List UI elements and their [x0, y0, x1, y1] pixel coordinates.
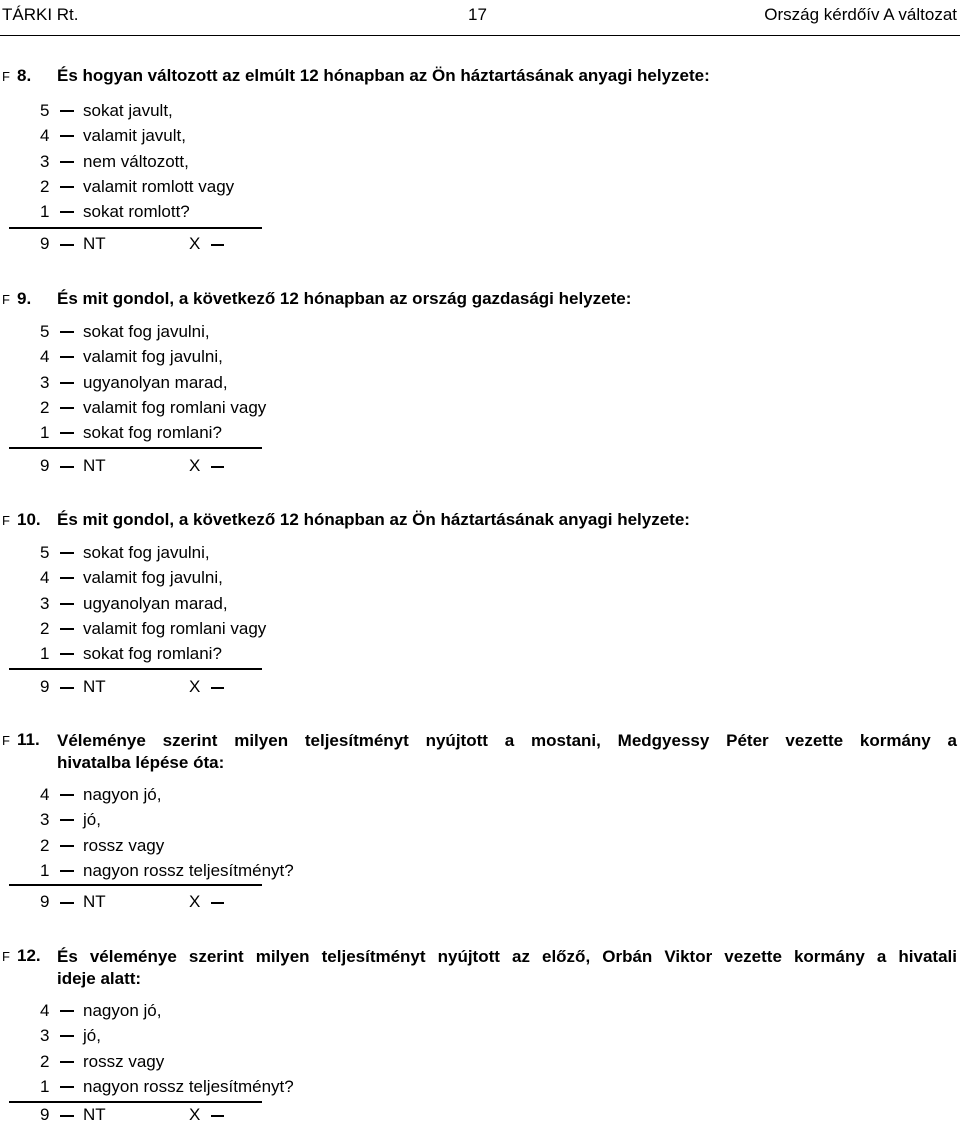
dash — [60, 331, 74, 333]
option-code: 9 — [40, 892, 50, 911]
question-text: És mit gondol, a következő 12 hónapban az ország gazdasági helyzete: — [57, 289, 632, 308]
dash — [60, 870, 74, 872]
question-text-continued: hivatalba lépése óta: — [57, 753, 225, 772]
dash — [60, 356, 74, 358]
dont-know-row — [0, 891, 300, 913]
option-label: ugyanolyan marad, — [83, 593, 228, 613]
question-text: Véleménye szerint milyen teljesítményt nyújtott a mostani, Medgyessy Péter vezette kormány a — [57, 731, 957, 750]
header-questionnaire-title: Ország kérdőív A változat — [764, 5, 957, 24]
option-label: jó, — [83, 1026, 101, 1046]
header-org: TÁRKI Rt. — [2, 5, 79, 24]
question-text: És hogyan változott az elmúlt 12 hónapban az Ön háztartásának anyagi helyzete: — [57, 66, 710, 85]
option-code: 1 — [40, 860, 50, 880]
option-code: 3 — [40, 372, 50, 392]
question-number: 8. — [17, 66, 32, 85]
question-mark: F — [2, 733, 10, 748]
option-label: jó, — [83, 810, 101, 830]
dash — [60, 1086, 74, 1088]
divider — [9, 227, 262, 229]
question-number: 11. — [17, 730, 40, 749]
dash — [60, 1010, 74, 1012]
option-code: 5 — [40, 322, 50, 341]
dash — [60, 135, 74, 137]
dont-know-label: NT — [83, 677, 106, 696]
option-label: valamit fog javulni, — [83, 347, 223, 367]
dont-know-row — [0, 676, 300, 698]
option-code: 9 — [40, 677, 50, 696]
refused-label: X — [189, 234, 201, 253]
question-f12 — [0, 946, 960, 990]
dash — [60, 902, 74, 904]
refused-label: X — [189, 677, 201, 696]
option-code: 4 — [40, 1001, 50, 1020]
dash — [60, 794, 74, 796]
divider — [9, 668, 262, 670]
option-code: 1 — [40, 423, 50, 443]
dont-know-label: NT — [83, 456, 106, 475]
divider — [9, 884, 262, 886]
dont-know-row — [0, 1104, 300, 1126]
option-label: valamit fog javulni, — [83, 568, 223, 588]
option-label: valamit javult, — [83, 126, 186, 146]
dash — [60, 1035, 74, 1037]
dash — [60, 382, 74, 384]
dash — [60, 819, 74, 821]
question-number: 12. — [17, 946, 41, 965]
dash — [60, 577, 74, 579]
dash — [60, 161, 74, 163]
option-label: rossz vagy — [83, 1051, 165, 1071]
dash — [60, 407, 74, 409]
dash — [60, 628, 74, 630]
option-label: rossz vagy — [83, 835, 165, 855]
dash — [60, 211, 74, 213]
option-code: 5 — [40, 543, 50, 562]
option-code: 3 — [40, 593, 50, 613]
dash — [60, 845, 74, 847]
dash — [60, 432, 74, 434]
question-mark: F — [2, 69, 10, 84]
page-header — [0, 0, 960, 36]
option-label: valamit romlott vagy — [83, 176, 235, 196]
dash — [211, 1115, 224, 1117]
dash — [60, 244, 74, 246]
question-number: 9. — [17, 289, 32, 308]
option-label: nagyon rossz teljesítményt? — [83, 1076, 294, 1096]
dash — [60, 1115, 74, 1117]
option-label: valamit fog romlani vagy — [83, 397, 267, 417]
question-f9 — [0, 289, 960, 311]
refused-label: X — [189, 456, 201, 475]
divider — [9, 447, 262, 449]
option-label: sokat fog romlani? — [83, 644, 222, 664]
question-mark: F — [2, 292, 10, 307]
option-code: 5 — [40, 101, 50, 120]
dont-know-label: NT — [83, 234, 106, 253]
dash — [211, 687, 224, 689]
dash — [60, 110, 74, 112]
dash — [60, 653, 74, 655]
dash — [60, 552, 74, 554]
option-label: nagyon jó, — [83, 785, 162, 804]
option-label: sokat fog romlani? — [83, 423, 222, 443]
dont-know-label: NT — [83, 892, 106, 911]
option-code: 1 — [40, 202, 50, 222]
dash — [211, 902, 224, 904]
option-label: sokat romlott? — [83, 202, 190, 222]
option-code: 2 — [40, 618, 50, 638]
option-code: 4 — [40, 785, 50, 804]
question-text: És mit gondol, a következő 12 hónapban az Ön háztartásának anyagi helyzete: — [57, 510, 690, 529]
option-code: 4 — [40, 347, 50, 367]
dash — [60, 466, 74, 468]
option-label: nagyon rossz teljesítményt? — [83, 860, 294, 880]
refused-label: X — [189, 892, 201, 911]
option-label: sokat fog javulni, — [83, 543, 210, 562]
question-mark: F — [2, 949, 10, 964]
question-text-continued: ideje alatt: — [57, 969, 142, 988]
option-code: 2 — [40, 176, 50, 196]
page-number: 17 — [468, 5, 487, 24]
option-label: sokat javult, — [83, 101, 173, 120]
option-label: nagyon jó, — [83, 1001, 162, 1020]
option-code: 2 — [40, 397, 50, 417]
refused-label: X — [189, 1105, 201, 1124]
option-code: 1 — [40, 644, 50, 664]
option-code: 9 — [40, 234, 50, 253]
option-code: 3 — [40, 151, 50, 171]
option-code: 3 — [40, 810, 50, 830]
option-label: nem változott, — [83, 151, 189, 171]
question-number: 10. — [17, 510, 41, 529]
question-f11 — [0, 730, 960, 774]
option-code: 9 — [40, 1105, 50, 1124]
option-code: 4 — [40, 126, 50, 146]
question-f10 — [0, 510, 960, 532]
option-code: 2 — [40, 1051, 50, 1071]
dash — [60, 603, 74, 605]
dash — [60, 687, 74, 689]
question-mark: F — [2, 513, 10, 528]
option-code: 2 — [40, 835, 50, 855]
option-code: 9 — [40, 456, 50, 475]
dont-know-row — [0, 455, 300, 477]
option-code: 4 — [40, 568, 50, 588]
option-label: valamit fog romlani vagy — [83, 618, 267, 638]
option-label: ugyanolyan marad, — [83, 372, 228, 392]
option-code: 3 — [40, 1026, 50, 1046]
dash — [60, 186, 74, 188]
option-label: sokat fog javulni, — [83, 322, 210, 341]
dash — [211, 466, 224, 468]
dash — [211, 244, 224, 246]
dont-know-row — [0, 233, 300, 255]
dash — [60, 1061, 74, 1063]
divider — [9, 1101, 262, 1103]
question-f8 — [0, 66, 960, 88]
option-code: 1 — [40, 1076, 50, 1096]
question-text: És véleménye szerint milyen teljesítményt nyújtott az előző, Orbán Viktor vezette kormány a hivatali — [57, 947, 957, 966]
dont-know-label: NT — [83, 1105, 106, 1124]
